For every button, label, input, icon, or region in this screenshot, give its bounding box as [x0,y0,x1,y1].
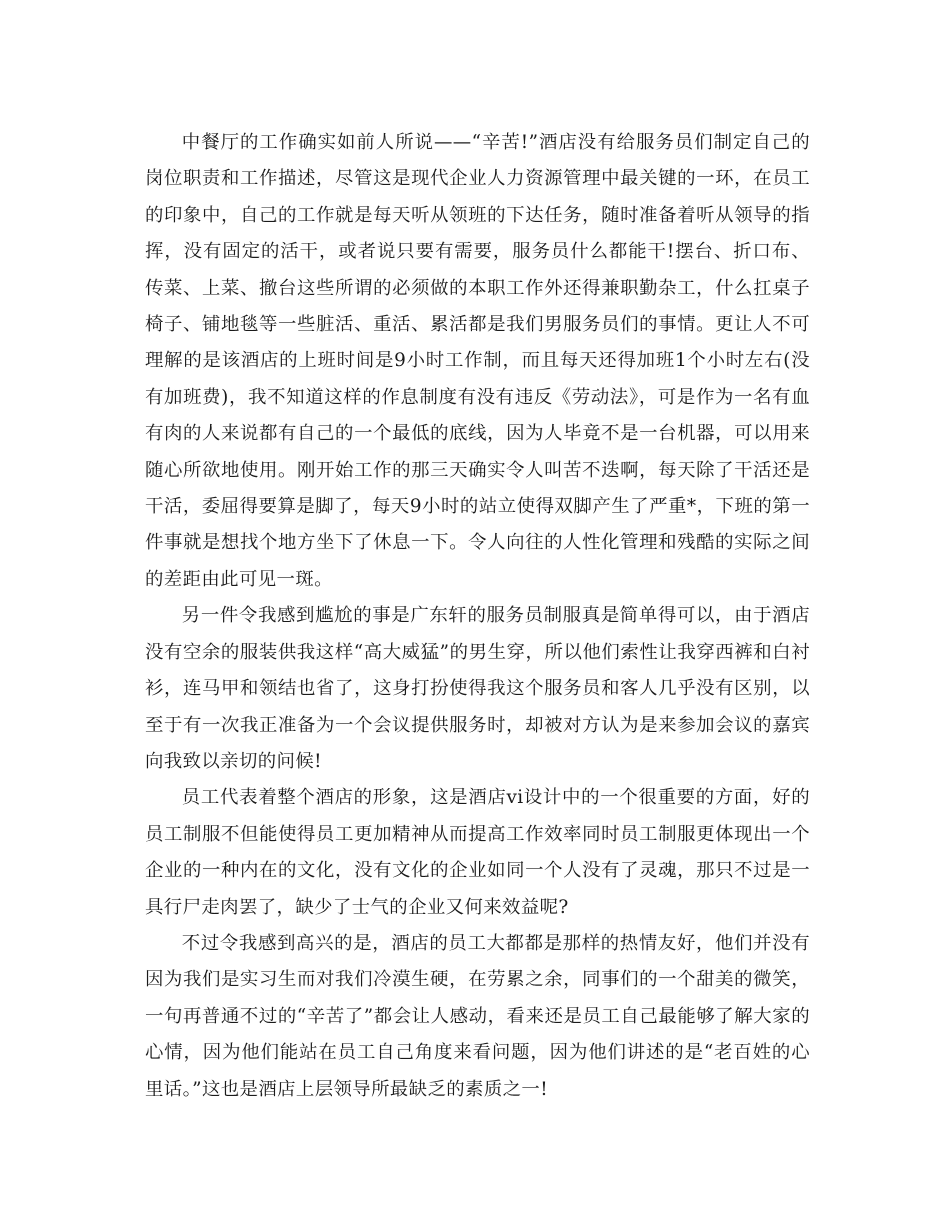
document-body [145,125,810,1108]
paragraph-2: 另一件令我感到尴尬的事是广东轩的服务员制服真是简单得可以，由于酒店没有空余的服装供我这样“高大威猛”的男生穿，所以他们索性让我穿西裤和白衬衫，连马甲和领结也省了，这身打扮使得我这个服务员和客人几乎没有区别，以至于有一次我正准备为一个会议提供服务时，却被对方认为是来参加会议的嘉宾向我致以亲切的问候! [145,605,810,772]
paragraph-1: 中餐厅的工作确实如前人所说——“辛苦!”酒店没有给服务员们制定自己的岗位职责和工作描述，尽管这是现代企业人力资源管理中最关键的一环，在员工的印象中，自己的工作就是每天听从领班的下达任务，随时准备着听从领导的指挥，没有固定的活干，或者说只要有需要，服务员什么都能干!摆台、折口布、传菜、上菜、撤台这些所谓的必须做的本职工作外还得兼职勤杂工，什么扛桌子椅子、铺地毯等一些脏活、重活、累活都是我们男服务员们的事情。更让人不可理解的是该酒店的上班时间是9小时工作制，而且每天还得加班1个小时左右(没有加班费)，我不知道这样的作息制度有没有违反《劳动法》，可是作为一名有血有肉的人来说都有自己的一个最低的底线，因为人毕竟不是一台机器，可以用来随心所欲地使用。刚开始工作的那三天确实令人叫苦不迭啊，每天除了干活还是干活，委屈得要算是脚了，每天9小时的站立使得双脚产生了严重*，下班的第一件事就是想找个地方坐下了休息一下。令人向往的人性化管理和残酷的实际之间的差距由此可见一斑。 [145,132,810,590]
paragraph-3: 员工代表着整个酒店的形象，这是酒店vi设计中的一个很重要的方面，好的员工制服不但能使得员工更加精神从而提高工作效率同时员工制服更体现出一个企业的一种内在的文化，没有文化的企业如同一个人没有了灵魂，那只不过是一具行尸走肉罢了，缺少了士气的企业又何来效益呢? [145,787,810,918]
paragraph-4: 不过令我感到高兴的是，酒店的员工大都都是那样的热情友好，他们并没有因为我们是实习生而对我们冷漠生硬，在劳累之余，同事们的一个甜美的微笑，一句再普通不过的“辛苦了”都会让人感动，看来还是员工自己最能够了解大家的心情，因为他们能站在员工自己角度来看问题，因为他们讲述的是“老百姓的心里话。”这也是酒店上层领导所最缺乏的素质之一! [145,932,810,1100]
